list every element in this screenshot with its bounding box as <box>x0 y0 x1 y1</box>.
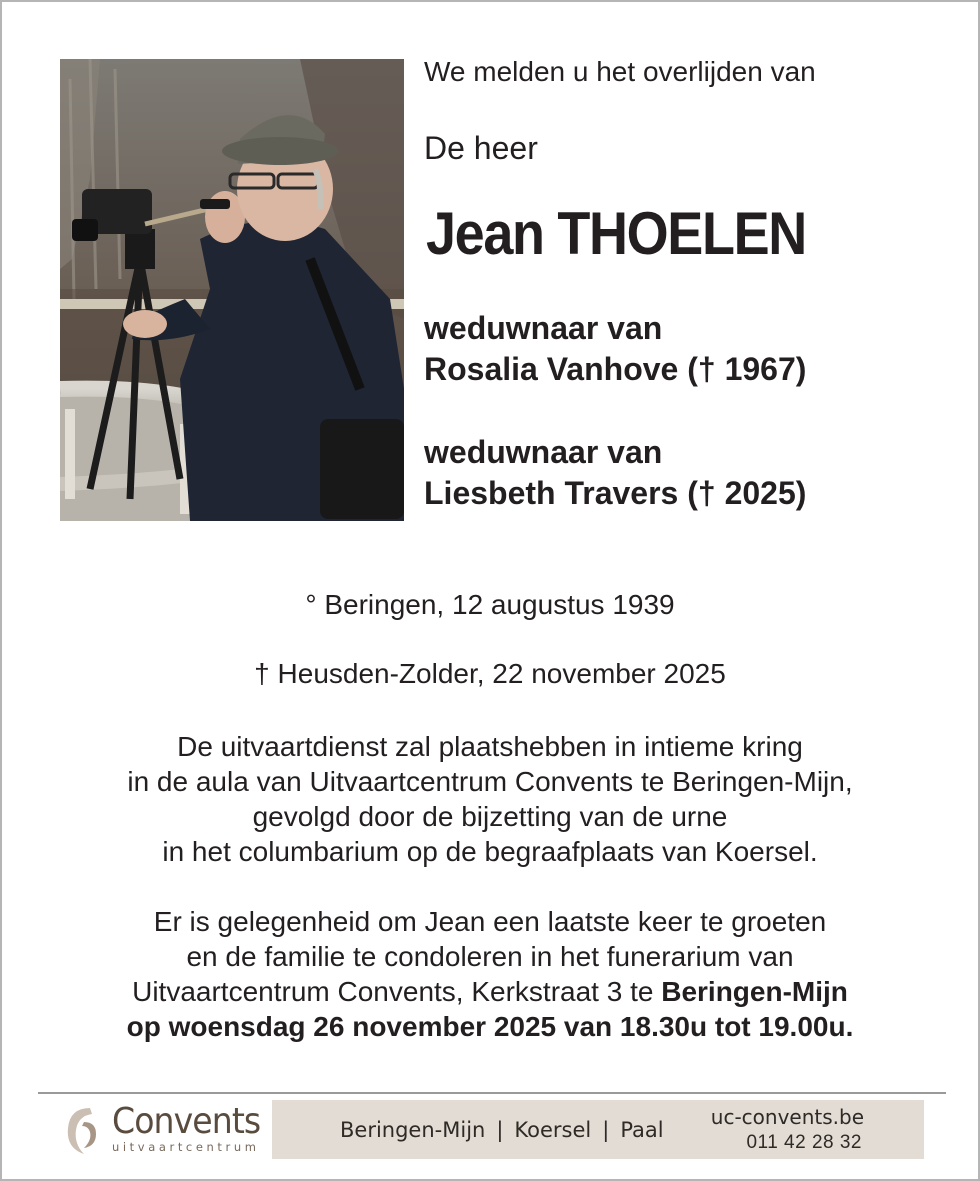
visit-line: en de familie te condoleren in het funerarium van <box>186 941 794 972</box>
spouse-relation: weduwnaar van <box>424 434 663 470</box>
ceremony-paragraph <box>2 729 978 869</box>
portrait-photo <box>60 59 404 521</box>
death-line: † Heusden-Zolder, 22 november 2025 <box>254 658 726 689</box>
honorific: De heer <box>424 130 538 166</box>
visit-line <box>2 974 978 1009</box>
website-link[interactable]: uc-convents.be <box>710 1105 864 1129</box>
visitation-paragraph <box>2 904 978 1044</box>
spouse-relation: weduwnaar van <box>424 310 663 346</box>
location-item: Beringen-Mijn <box>340 1118 486 1142</box>
visit-datetime <box>2 1009 978 1044</box>
funeral-home-logo <box>62 1102 272 1160</box>
ceremony-line: De uitvaartdienst zal plaatshebben in intieme kring <box>177 731 803 762</box>
logo-subtitle: uitvaartcentrum <box>112 1140 260 1154</box>
visit-location: Beringen-Mijn <box>661 976 848 1007</box>
location-item: Koersel <box>514 1118 592 1142</box>
ceremony-line: in het columbarium op de begraafplaats van Koersel. <box>162 836 818 867</box>
spouse-name: Liesbeth Travers († 2025) <box>424 475 807 511</box>
visit-address: Uitvaartcentrum Convents, Kerkstraat 3 te <box>132 976 662 1007</box>
portrait-illustration <box>60 59 404 521</box>
visit-line: Er is gelegenheid om Jean een laatste keer te groeten <box>153 906 827 937</box>
phone-number: 011 42 28 32 <box>746 1132 862 1153</box>
spouse-block <box>424 308 806 390</box>
contact-band <box>272 1100 924 1159</box>
locations-list <box>340 1117 664 1143</box>
footer-divider <box>38 1092 946 1094</box>
logo-wordmark: Convents <box>112 1101 261 1142</box>
spouse-block <box>424 432 806 514</box>
dove-icon <box>62 1104 102 1158</box>
birth-line: ° Beringen, 12 augustus 1939 <box>305 589 675 620</box>
location-separator: | <box>602 1118 610 1142</box>
deceased-name: Jean THOELEN <box>426 200 806 267</box>
ceremony-line: in de aula van Uitvaartcentrum Convents te Beringen-Mijn, <box>127 766 853 797</box>
spouse-name: Rosalia Vanhove († 1967) <box>424 351 807 387</box>
visit-datetime-text: op woensdag 26 november 2025 van 18.30u tot 19.00u. <box>126 1011 854 1042</box>
location-item: Paal <box>620 1118 664 1142</box>
location-separator: | <box>496 1118 504 1142</box>
ceremony-line: gevolgd door de bijzetting van de urne <box>252 801 728 832</box>
intro-text: We melden u het overlijden van <box>424 56 816 87</box>
